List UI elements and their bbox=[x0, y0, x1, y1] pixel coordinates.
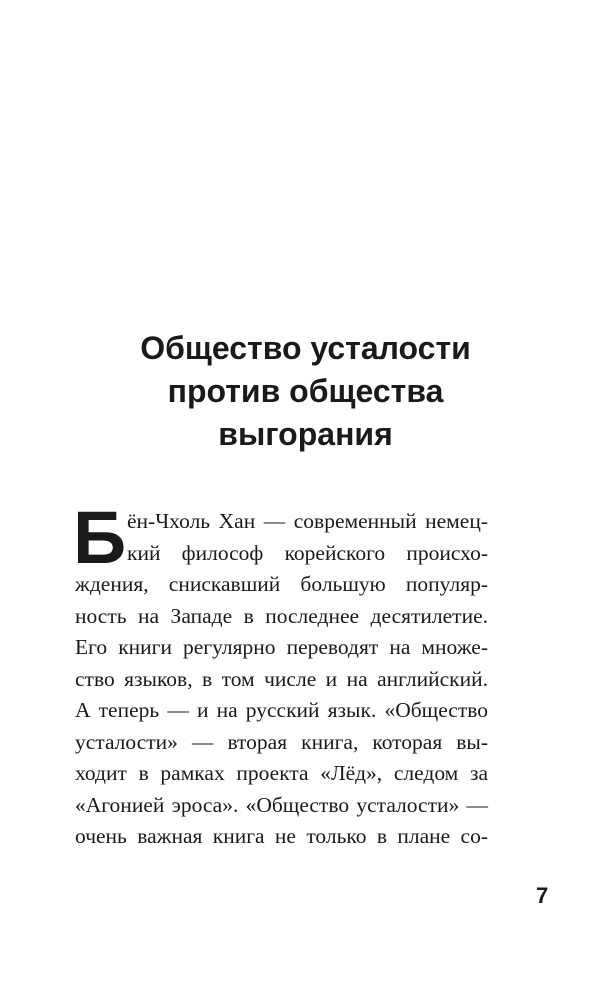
paragraph-line: усталости» — вторая книга, которая вы- bbox=[75, 729, 488, 754]
chapter-title bbox=[60, 327, 551, 456]
drop-cap: Б bbox=[73, 496, 127, 579]
body-paragraph bbox=[73, 496, 488, 853]
paragraph-line: ходит в рамках проекта «Лёд», следом за bbox=[75, 761, 488, 785]
paragraph-line: А теперь — и на русский язык. «Общество bbox=[75, 698, 488, 722]
paragraph-line: ство языков, в том числе и на английский. bbox=[75, 666, 488, 691]
page-number: 7 bbox=[536, 883, 549, 908]
chapter-title-line: против общества bbox=[167, 373, 444, 409]
paragraph-line: очень важная книга не только в плане со- bbox=[75, 824, 488, 848]
chapter-title-line: выгорания bbox=[218, 416, 393, 452]
chapter-title-line: Общество усталости bbox=[140, 330, 471, 366]
paragraph-line: ждения, снискавший большую популяр- bbox=[75, 572, 488, 596]
paragraph-line: ён-Чхоль Хан — современный немец- bbox=[127, 509, 488, 533]
paragraph-line: Его книги регулярно переводят на множе- bbox=[75, 635, 488, 659]
paragraph-line: «Агонией эроса». «Общество усталости» — bbox=[75, 792, 488, 817]
paragraph-line: ность на Западе в последнее десятилетие. bbox=[75, 603, 488, 628]
paragraph-line: кий философ корейского происхо- bbox=[127, 540, 488, 565]
